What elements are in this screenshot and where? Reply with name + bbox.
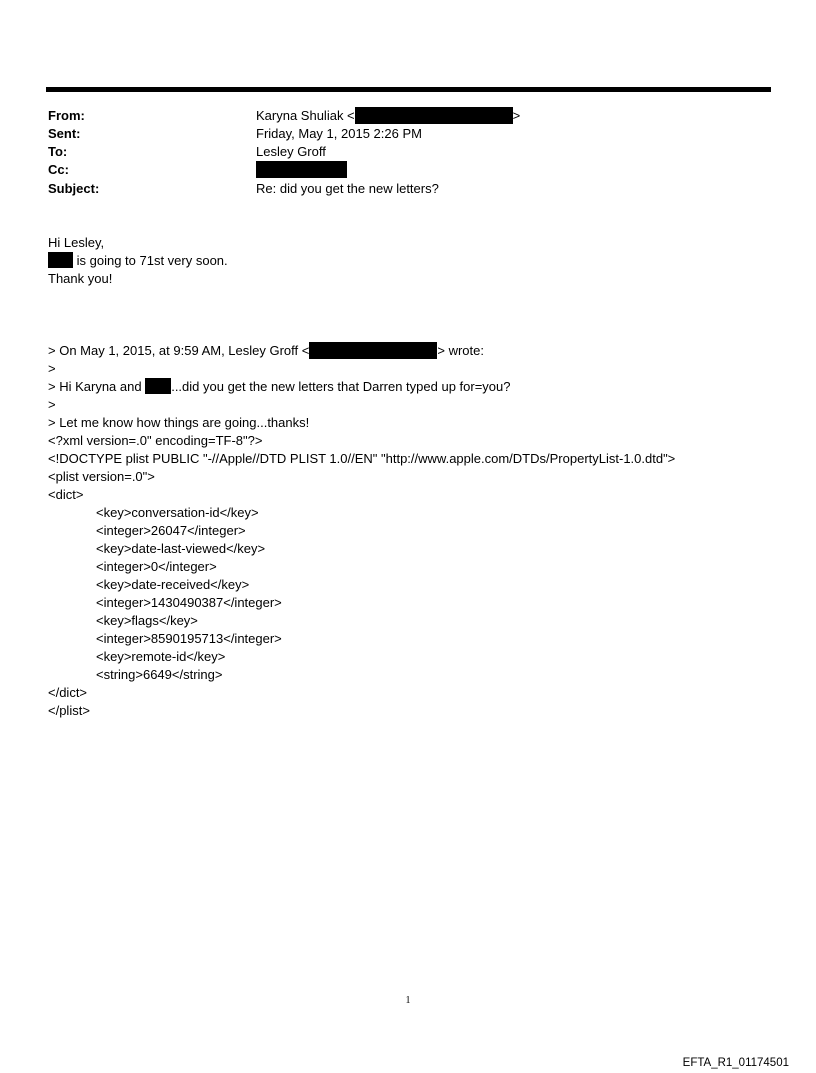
plist-line: <!DOCTYPE plist PUBLIC "-//Apple//DTD PLIST 1.0//EN" "http://www.apple.com/DTDs/PropertyList-1.0.dtd"> bbox=[48, 451, 676, 466]
redaction-box bbox=[309, 342, 437, 359]
quote-text: > Hi Karyna and bbox=[48, 379, 146, 394]
plist-line: <string>6649</string> bbox=[96, 667, 223, 682]
header-rule bbox=[46, 87, 771, 92]
plist-line: <integer>26047</integer> bbox=[96, 523, 246, 538]
bates-number: EFTA_R1_01174501 bbox=[682, 1057, 789, 1069]
from-name: Karyna Shuliak < bbox=[256, 108, 355, 123]
plist-line: </plist> bbox=[48, 703, 90, 718]
from-label: From: bbox=[48, 108, 85, 123]
redaction-box bbox=[48, 252, 73, 268]
quote-line bbox=[48, 378, 511, 396]
plist-line: <key>date-received</key> bbox=[96, 577, 250, 592]
quote-line bbox=[48, 342, 484, 360]
subject-value: Re: did you get the new letters? bbox=[256, 181, 439, 196]
quote-line: > Let me know how things are going...thanks! bbox=[48, 415, 310, 430]
cc-label: Cc: bbox=[48, 162, 69, 177]
from-value bbox=[256, 107, 520, 125]
quote-text: > wrote: bbox=[437, 343, 484, 358]
plist-line: <?xml version=.0" encoding=TF-8"?> bbox=[48, 433, 263, 448]
plist-line: <key>flags</key> bbox=[96, 613, 198, 628]
plist-line: <integer>1430490387</integer> bbox=[96, 595, 282, 610]
page-number: 1 bbox=[405, 995, 411, 1006]
quote-text: ...did you get the new letters that Darren typed up for=you? bbox=[171, 379, 511, 394]
plist-line: <key>conversation-id</key> bbox=[96, 505, 259, 520]
redaction-box bbox=[145, 378, 171, 394]
plist-line: </dict> bbox=[48, 685, 88, 700]
body-line-text: is going to 71st very soon. bbox=[73, 253, 228, 268]
redaction-box bbox=[256, 161, 347, 178]
plist-line: <plist version=.0"> bbox=[48, 469, 155, 484]
plist-line: <integer>8590195713</integer> bbox=[96, 631, 282, 646]
from-close: > bbox=[512, 108, 521, 123]
plist-line: <integer>0</integer> bbox=[96, 559, 217, 574]
plist-line: <dict> bbox=[48, 487, 84, 502]
plist-line: <key>remote-id</key> bbox=[96, 649, 226, 664]
subject-label: Subject: bbox=[48, 181, 100, 196]
redaction-box bbox=[355, 107, 513, 124]
plist-line: <key>date-last-viewed</key> bbox=[96, 541, 266, 556]
to-value: Lesley Groff bbox=[256, 144, 326, 159]
greeting: Hi Lesley, bbox=[48, 235, 105, 250]
to-label: To: bbox=[48, 144, 68, 159]
thanks-line: Thank you! bbox=[48, 271, 113, 286]
quote-line: > bbox=[48, 397, 56, 412]
sent-label: Sent: bbox=[48, 126, 81, 141]
cc-value bbox=[256, 161, 347, 179]
sent-value: Friday, May 1, 2015 2:26 PM bbox=[256, 126, 422, 141]
body-line bbox=[48, 252, 228, 270]
quote-text: > On May 1, 2015, at 9:59 AM, Lesley Groff < bbox=[48, 343, 310, 358]
quote-line: > bbox=[48, 361, 56, 376]
